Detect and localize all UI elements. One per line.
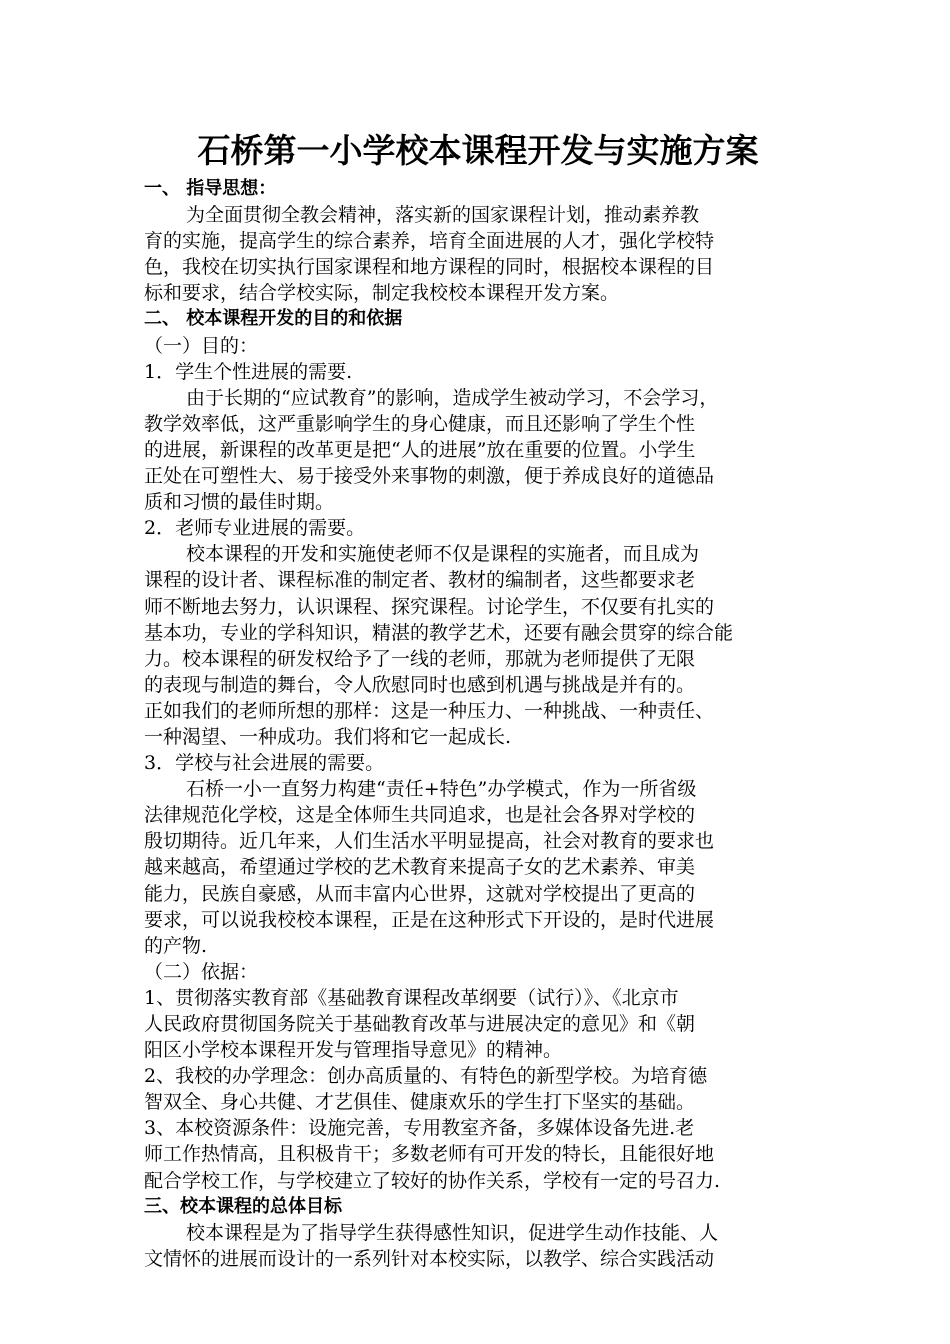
body-line: 阳区小学校本课程开发与管理指导意见》的精神。	[144, 1039, 563, 1062]
body-line: 法律规范化学校，这是全体师生共同追求，也是社会各界对学校的	[144, 804, 696, 827]
paragraph-first-line: 由于长期的“应试教育”的影响，造成学生被动学习，不会学习，	[186, 386, 719, 409]
body-line: 育的实施，提高学生的综合素养，培育全面进展的人才，强化学校特	[144, 230, 715, 253]
body-line: 越来越高，希望通过学校的艺术教育来提高子女的艺术素养、审美	[144, 856, 696, 879]
document-page	[144, 128, 812, 1272]
body-line: 配合学校工作，与学校建立了较好的协作关系，学校有一定的号召力.	[144, 1169, 721, 1192]
paragraph-first-line: 石桥一小一直努力构建“责任+特色”办学模式，作为一所省级	[186, 778, 697, 801]
document-body	[144, 176, 812, 1272]
body-line: 质和习惯的最佳时期。	[144, 491, 335, 514]
paragraph-first-line: 校本课程是为了指导学生获得感性知识，促进学生动作技能、人	[186, 1221, 719, 1244]
document-title: 石桥第一小学校本课程开发与实施方案	[197, 131, 759, 170]
body-line: 的表现与制造的舞台，令人欣慰同时也感到机遇与挑战是并有的。	[144, 673, 696, 696]
body-line: 力。校本课程的研发权给予了一线的老师，那就为老师提供了无限	[144, 647, 696, 670]
body-line: 色，我校在切实执行国家课程和地方课程的同时，根据校本课程的目	[144, 256, 715, 279]
body-line: 文情怀的进展而设计的一系列针对本校实际，以教学、综合实践活动	[144, 1247, 715, 1270]
body-line: （一）目的：	[144, 334, 259, 357]
body-line: 的进展，新课程的改革更是把“人的进展”放在重要的位置。小学生	[144, 438, 696, 461]
body-line: 师不断地去努力，认识课程、探究课程。讨论学生，不仅要有扎实的	[144, 595, 715, 618]
body-line: 1、贯彻落实教育部《基础教育课程改革纲要（试行）》、《北京市	[144, 986, 679, 1009]
body-line: 2、我校的办学理念：创办高质量的、有特色的新型学校。为培育德	[144, 1065, 708, 1088]
section-heading: 二、 校本课程开发的目的和依据	[144, 308, 403, 330]
body-line: 标和要求，结合学校实际，制定我校校本课程开发方案。	[144, 282, 620, 305]
body-line: 的产物.	[144, 934, 208, 957]
body-line: 智双全、身心共健、才艺俱佳、健康欢乐的学生打下坚实的基础。	[144, 1091, 696, 1114]
body-line: 殷切期待。近几年来，人们生活水平明显提高，社会对教育的要求也	[144, 830, 715, 853]
section-heading: 三、校本课程的总体目标	[144, 1195, 342, 1217]
body-line: 3．学校与社会进展的需要。	[144, 752, 385, 775]
body-line: 教学效率低，这严重影响学生的身心健康，而且还影响了学生个性	[144, 412, 696, 435]
body-line: 一种渴望、一种成功。我们将和它一起成长.	[144, 725, 512, 748]
body-line: 人民政府贯彻国务院关于基础教育改革与进展决定的意见》和《朝	[144, 1013, 696, 1035]
body-line: 2．老师专业进展的需要。	[144, 517, 366, 540]
section-heading: 一、 指导思想：	[144, 178, 277, 199]
body-line: 1．学生个性进展的需要.	[144, 360, 353, 383]
body-line: 基本功，专业的学科知识，精湛的教学艺术，还要有融会贯穿的综合能	[144, 621, 734, 644]
body-line: 3、本校资源条件：设施完善，专用教室齐备，多媒体设备先进.老	[144, 1117, 695, 1140]
body-line: 能力，民族自豪感，从而丰富内心世界，这就对学校提出了更高的	[144, 882, 696, 905]
body-line: （二）依据：	[144, 960, 259, 983]
body-line: 正如我们的老师所想的那样：这是一种压力、一种挑战、一种责任、	[144, 699, 715, 722]
body-line: 师工作热情高，且积极肯干；多数老师有可开发的特长，且能很好地	[144, 1143, 715, 1166]
paragraph-first-line: 校本课程的开发和实施使老师不仅是课程的实施者，而且成为	[186, 543, 700, 566]
body-line: 要求，可以说我校校本课程，正是在这种形式下开设的，是时代进展	[144, 908, 715, 931]
body-line: 课程的设计者、课程标准的制定者、教材的编制者，这些都要求老	[144, 569, 696, 592]
body-line: 正处在可塑性大、易于接受外来事物的刺激，便于养成良好的道德品	[144, 465, 715, 488]
paragraph-first-line: 为全面贯彻全教会精神，落实新的国家课程计划，推动素养教	[186, 204, 700, 227]
